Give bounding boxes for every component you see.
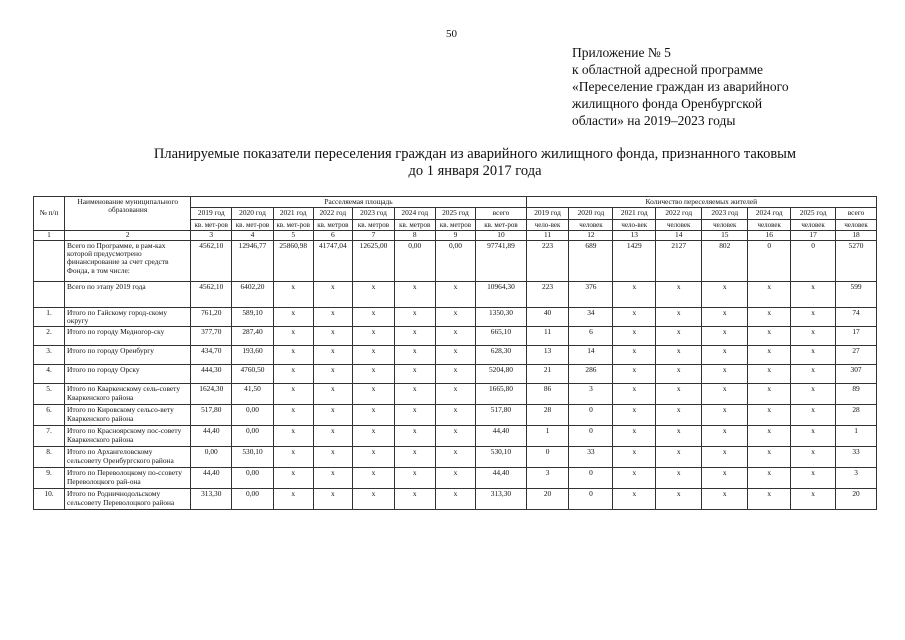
cell-area: x (273, 346, 313, 365)
row-municipality-name: Итого по Красноярскому пос-совету Кваркенского района (65, 426, 191, 447)
header-column-index: 12 (569, 231, 613, 240)
cell-people: x (613, 307, 656, 327)
row-number: 9. (34, 468, 65, 489)
cell-area: x (273, 489, 313, 510)
cell-people: 1 (836, 426, 877, 447)
title-line: Планируемые показатели переселения граждан из аварийного жилищного фонда, признанного таковым (153, 146, 797, 162)
cell-area: x (313, 489, 353, 510)
cell-people: x (613, 384, 656, 405)
cell-area: 287,40 (232, 327, 274, 346)
cell-people: 33 (569, 447, 613, 468)
cell-people: x (748, 384, 791, 405)
cell-people: 0 (791, 240, 836, 281)
row-municipality-name: Итого по городу Орску (65, 365, 191, 384)
row-number (34, 240, 65, 281)
header-column-index: 8 (394, 231, 435, 240)
cell-people: x (613, 365, 656, 384)
cell-people: 6 (569, 327, 613, 346)
header-year: 2025 год (435, 208, 476, 219)
cell-people: x (613, 426, 656, 447)
header-column-index: 5 (273, 231, 313, 240)
header-people-group: Количество переселяемых жителей (526, 197, 876, 208)
header-name: Наименование муниципального образования (65, 197, 191, 231)
cell-people: x (791, 426, 836, 447)
table-row (34, 405, 877, 426)
cell-area: 761,20 (191, 307, 232, 327)
header-column-index: 4 (232, 231, 274, 240)
row-number: 8. (34, 447, 65, 468)
cell-area: x (394, 327, 435, 346)
cell-people: x (656, 426, 702, 447)
appendix-caption (572, 44, 872, 129)
header-unit-area: кв. мет-ров (273, 219, 313, 230)
cell-people: 307 (836, 365, 877, 384)
table-row (34, 426, 877, 447)
cell-people: x (656, 281, 702, 307)
cell-area: 5204,80 (476, 365, 526, 384)
cell-area: x (273, 327, 313, 346)
cell-people: x (748, 327, 791, 346)
cell-people: 74 (836, 307, 877, 327)
cell-people: x (613, 346, 656, 365)
cell-people: 223 (526, 281, 569, 307)
cell-area: 1624,30 (191, 384, 232, 405)
cell-area: x (435, 426, 476, 447)
row-number: 10. (34, 489, 65, 510)
cell-people: x (702, 426, 748, 447)
page-number: 50 (446, 28, 457, 40)
header-column-index: 13 (613, 231, 656, 240)
cell-people: 2127 (656, 240, 702, 281)
cell-area: x (435, 307, 476, 327)
cell-people: x (702, 307, 748, 327)
table-row (34, 281, 877, 307)
cell-area: x (353, 307, 395, 327)
cell-area: x (353, 489, 395, 510)
cell-people: x (791, 346, 836, 365)
row-municipality-name: Итого по городу Оренбургу (65, 346, 191, 365)
row-number: 4. (34, 365, 65, 384)
cell-people: x (791, 365, 836, 384)
cell-people: x (748, 468, 791, 489)
cell-people: x (702, 489, 748, 510)
cell-area: 0,00 (232, 468, 274, 489)
row-number: 3. (34, 346, 65, 365)
cell-people: x (702, 447, 748, 468)
cell-people: x (791, 489, 836, 510)
row-municipality-name: Итого по городу Медногор-ску (65, 327, 191, 346)
cell-area: x (353, 327, 395, 346)
cell-area: x (435, 489, 476, 510)
header-column-index: 10 (476, 231, 526, 240)
cell-area: x (394, 281, 435, 307)
header-year: 2023 год (702, 208, 748, 219)
header-column-index: 3 (191, 231, 232, 240)
cell-people: 11 (526, 327, 569, 346)
header-column-index: 15 (702, 231, 748, 240)
header-unit-people: чело-век (526, 219, 569, 230)
cell-area: x (394, 447, 435, 468)
cell-area: x (394, 346, 435, 365)
cell-area: x (313, 365, 353, 384)
cell-area: 0,00 (232, 426, 274, 447)
cell-people: 5270 (836, 240, 877, 281)
row-municipality-name: Итого по Архангеловскому сельсовету Оренбургского района (65, 447, 191, 468)
header-column-index: 17 (791, 231, 836, 240)
cell-people: x (702, 281, 748, 307)
cell-area: x (435, 468, 476, 489)
cell-area: x (313, 346, 353, 365)
cell-area: x (273, 384, 313, 405)
cell-area: 41747,04 (313, 240, 353, 281)
cell-people: x (748, 405, 791, 426)
header-year: 2020 год (569, 208, 613, 219)
cell-area: x (435, 384, 476, 405)
header-unit-people: человек (836, 219, 877, 230)
cell-area: 44,40 (476, 468, 526, 489)
cell-area: 530,10 (476, 447, 526, 468)
appendix-line: «Переселение граждан из аварийного (572, 79, 789, 94)
cell-area: 12625,00 (353, 240, 395, 281)
header-column-index: 7 (353, 231, 395, 240)
cell-people: x (748, 346, 791, 365)
header-year: 2023 год (353, 208, 395, 219)
row-municipality-name: Итого по Кировскому сельсо-вету Кваркенского района (65, 405, 191, 426)
row-municipality-name: Итого по Переволоцкому по-ссовету Переволоцкого рай-она (65, 468, 191, 489)
header-year: 2025 год (791, 208, 836, 219)
row-municipality-name: Всего по этапу 2019 года (65, 281, 191, 307)
cell-area: 313,30 (191, 489, 232, 510)
cell-area: 0,00 (191, 447, 232, 468)
cell-people: x (791, 281, 836, 307)
cell-people: x (656, 489, 702, 510)
row-municipality-name: Итого по Кваркенскому сель-совету Кваркенского района (65, 384, 191, 405)
cell-people: 599 (836, 281, 877, 307)
cell-area: x (394, 405, 435, 426)
cell-area: 517,80 (476, 405, 526, 426)
cell-area: 434,70 (191, 346, 232, 365)
cell-people: x (748, 307, 791, 327)
header-year: всего (836, 208, 877, 219)
cell-people: x (791, 447, 836, 468)
cell-people: x (748, 365, 791, 384)
header-year: 2021 год (613, 208, 656, 219)
cell-people: x (702, 405, 748, 426)
cell-area: x (435, 447, 476, 468)
header-column-index: 1 (34, 231, 65, 240)
cell-area: 1350,30 (476, 307, 526, 327)
cell-people: x (702, 327, 748, 346)
cell-people: 223 (526, 240, 569, 281)
cell-area: x (353, 447, 395, 468)
header-unit-area: кв. метров (394, 219, 435, 230)
cell-people: x (613, 327, 656, 346)
cell-people: x (613, 405, 656, 426)
cell-people: x (702, 384, 748, 405)
header-unit-people: человек (569, 219, 613, 230)
row-municipality-name: Всего по Программе, в рам-ках которой предусмотрено финансирование за счет средств Фонда, в том числе: (65, 240, 191, 281)
cell-area: x (273, 405, 313, 426)
row-number: 5. (34, 384, 65, 405)
cell-area: x (313, 405, 353, 426)
cell-area: 517,80 (191, 405, 232, 426)
cell-area: x (353, 365, 395, 384)
header-column-index: 9 (435, 231, 476, 240)
cell-area: x (394, 468, 435, 489)
cell-people: 13 (526, 346, 569, 365)
cell-people: 0 (569, 489, 613, 510)
header-unit-people: человек (702, 219, 748, 230)
cell-people: x (656, 384, 702, 405)
cell-people: x (656, 307, 702, 327)
header-year: 2022 год (656, 208, 702, 219)
header-unit-people: человек (748, 219, 791, 230)
cell-people: x (748, 426, 791, 447)
header-year: всего (476, 208, 526, 219)
cell-people: x (656, 447, 702, 468)
cell-area: x (353, 405, 395, 426)
header-row-groups (34, 197, 877, 208)
cell-people: x (748, 281, 791, 307)
cell-area: 44,40 (191, 468, 232, 489)
cell-people: 21 (526, 365, 569, 384)
header-column-index: 14 (656, 231, 702, 240)
cell-people: 3 (836, 468, 877, 489)
cell-people: x (748, 447, 791, 468)
cell-area: x (394, 426, 435, 447)
cell-people: x (613, 447, 656, 468)
table-row (34, 489, 877, 510)
cell-people: x (613, 489, 656, 510)
table-row (34, 468, 877, 489)
table-body (34, 240, 877, 510)
cell-people: x (791, 405, 836, 426)
header-year: 2024 год (748, 208, 791, 219)
header-year: 2022 год (313, 208, 353, 219)
row-number: 6. (34, 405, 65, 426)
header-unit-area: кв. метров (313, 219, 353, 230)
appendix-line: к областной адресной программе (572, 62, 763, 77)
cell-area: 12946,77 (232, 240, 274, 281)
cell-area: x (313, 384, 353, 405)
cell-area: 44,40 (476, 426, 526, 447)
cell-area: 44,40 (191, 426, 232, 447)
row-municipality-name: Итого по Гайскому город-скому округу (65, 307, 191, 327)
cell-people: 17 (836, 327, 877, 346)
cell-people: 14 (569, 346, 613, 365)
cell-people: 20 (836, 489, 877, 510)
cell-people: 89 (836, 384, 877, 405)
cell-area: x (394, 365, 435, 384)
cell-area: x (273, 426, 313, 447)
row-number (34, 281, 65, 307)
table-row (34, 447, 877, 468)
cell-area: x (313, 327, 353, 346)
header-year: 2024 год (394, 208, 435, 219)
cell-area: 97741,89 (476, 240, 526, 281)
cell-people: x (791, 384, 836, 405)
header-column-index: 16 (748, 231, 791, 240)
cell-area: 377,70 (191, 327, 232, 346)
cell-area: 628,30 (476, 346, 526, 365)
cell-people: 0 (569, 405, 613, 426)
cell-people: x (656, 365, 702, 384)
cell-area: x (313, 468, 353, 489)
document-title (120, 146, 830, 180)
cell-area: x (435, 327, 476, 346)
cell-area: x (353, 384, 395, 405)
header-area-group: Расселяемая площадь (191, 197, 526, 208)
cell-area: 665,10 (476, 327, 526, 346)
header-column-index: 6 (313, 231, 353, 240)
cell-area: x (394, 489, 435, 510)
cell-people: 0 (526, 447, 569, 468)
header-year: 2020 год (232, 208, 274, 219)
cell-people: 28 (836, 405, 877, 426)
cell-area: 6402,20 (232, 281, 274, 307)
table-row (34, 346, 877, 365)
appendix-line: Приложение № 5 (572, 45, 671, 60)
header-unit-area: кв. мет-ров (476, 219, 526, 230)
cell-area: x (394, 384, 435, 405)
cell-people: x (656, 346, 702, 365)
cell-people: 0 (748, 240, 791, 281)
cell-area: x (353, 346, 395, 365)
cell-area: 10964,30 (476, 281, 526, 307)
cell-area: x (435, 365, 476, 384)
cell-people: x (656, 405, 702, 426)
cell-people: 28 (526, 405, 569, 426)
cell-people: 802 (702, 240, 748, 281)
cell-people: x (702, 468, 748, 489)
header-unit-area: кв. метров (353, 219, 395, 230)
cell-area: 0,00 (435, 240, 476, 281)
header-row-index (34, 231, 877, 240)
header-unit-area: кв. мет-ров (191, 219, 232, 230)
cell-area: 444,30 (191, 365, 232, 384)
table-row (34, 384, 877, 405)
cell-area: x (273, 365, 313, 384)
cell-people: 376 (569, 281, 613, 307)
cell-area: x (353, 281, 395, 307)
cell-area: x (313, 447, 353, 468)
cell-area: x (273, 307, 313, 327)
cell-area: 193,60 (232, 346, 274, 365)
cell-people: 33 (836, 447, 877, 468)
header-column-index: 11 (526, 231, 569, 240)
header-unit-area: кв. мет-ров (232, 219, 274, 230)
resettlement-table (33, 196, 877, 510)
cell-area: 0,00 (394, 240, 435, 281)
cell-people: 1 (526, 426, 569, 447)
cell-people: x (613, 468, 656, 489)
cell-area: x (394, 307, 435, 327)
cell-people: 20 (526, 489, 569, 510)
cell-people: x (791, 468, 836, 489)
cell-area: 530,10 (232, 447, 274, 468)
cell-area: x (353, 426, 395, 447)
header-column-index: 2 (65, 231, 191, 240)
appendix-line: области» на 2019–2023 годы (572, 113, 736, 128)
header-num: № п/п (34, 197, 65, 231)
header-unit-people: чело-век (613, 219, 656, 230)
cell-people: 27 (836, 346, 877, 365)
cell-people: x (748, 489, 791, 510)
cell-people: 1429 (613, 240, 656, 281)
cell-area: 589,10 (232, 307, 274, 327)
appendix-line: жилищного фонда Оренбургской (572, 96, 763, 111)
cell-area: x (435, 346, 476, 365)
cell-area: 4562,10 (191, 240, 232, 281)
header-year: 2019 год (191, 208, 232, 219)
cell-area: 0,00 (232, 405, 274, 426)
cell-area: x (435, 281, 476, 307)
table-row (34, 327, 877, 346)
header-unit-people: человек (791, 219, 836, 230)
cell-people: x (791, 327, 836, 346)
cell-people: 86 (526, 384, 569, 405)
cell-people: x (656, 468, 702, 489)
cell-area: x (435, 405, 476, 426)
cell-area: x (273, 447, 313, 468)
cell-people: 34 (569, 307, 613, 327)
cell-area: 41,50 (232, 384, 274, 405)
header-unit-area: кв. метров (435, 219, 476, 230)
table-row (34, 240, 877, 281)
title-line: до 1 января 2017 года (408, 163, 542, 179)
cell-people: 286 (569, 365, 613, 384)
cell-area: 25860,98 (273, 240, 313, 281)
cell-people: 3 (569, 384, 613, 405)
row-number: 2. (34, 327, 65, 346)
row-number: 1. (34, 307, 65, 327)
cell-people: x (613, 281, 656, 307)
cell-people: x (702, 346, 748, 365)
cell-area: x (273, 281, 313, 307)
cell-people: x (791, 307, 836, 327)
cell-area: x (273, 468, 313, 489)
cell-people: 0 (569, 468, 613, 489)
cell-area: x (353, 468, 395, 489)
header-year: 2019 год (526, 208, 569, 219)
row-number: 7. (34, 426, 65, 447)
cell-people: 0 (569, 426, 613, 447)
cell-area: 0,00 (232, 489, 274, 510)
cell-area: 4760,50 (232, 365, 274, 384)
row-municipality-name: Итого по Родничнодольскому сельсовету Переволоцкого района (65, 489, 191, 510)
cell-people: x (656, 327, 702, 346)
cell-people: 689 (569, 240, 613, 281)
cell-area: x (313, 307, 353, 327)
header-unit-people: человек (656, 219, 702, 230)
header-column-index: 18 (836, 231, 877, 240)
cell-people: 3 (526, 468, 569, 489)
cell-area: 1665,80 (476, 384, 526, 405)
cell-area: 313,30 (476, 489, 526, 510)
table-row (34, 307, 877, 327)
cell-people: x (702, 365, 748, 384)
table-row (34, 365, 877, 384)
cell-area: 4562,10 (191, 281, 232, 307)
header-year: 2021 год (273, 208, 313, 219)
cell-people: 40 (526, 307, 569, 327)
cell-area: x (313, 281, 353, 307)
cell-area: x (313, 426, 353, 447)
